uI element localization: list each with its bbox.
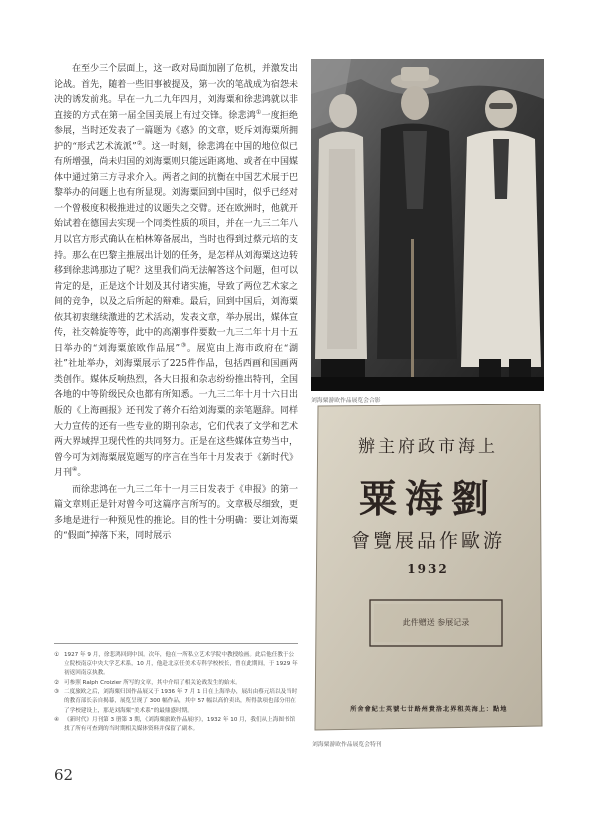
cover-title-top: 辦主府政市海上 [358, 437, 498, 457]
cover-artist-name: 粟海劉 [358, 476, 497, 521]
footnotes [54, 643, 298, 735]
footnote-number: ④ [54, 717, 60, 724]
footnote-text: 二度旅欧之后，刘海粟归国作品展又于 1936 年 7 月 1 日在上海举办，展出由蔡元培以及当时的教育部长亲自揭幕，展览呈现了 300 幅作品，其中 57 幅以高价卖出，所得款项也部分用在了学校建设上，那是刘海粟“美术系”的最鼎盛时期。 [64, 689, 298, 714]
catalogue-cover [312, 404, 544, 732]
photo-caption: 刘海粟游欧作品展览会合影 [311, 398, 381, 404]
footnote-marker: ③ [180, 341, 187, 349]
text-run: 在至少三个层面上，这一政对局面加剧了危机，并激发出论战。首先，随着一些旧事被提及，第一次的笔战成为宿怨未决的诱发前兆。早在一九二九年四月，刘海粟和徐悲鸿就以非直接的方式在第一届全国美展上有过交锋。徐悲鸿 [54, 64, 298, 121]
cover-title-bottom: 會覽展品作歐游 [350, 530, 505, 552]
body-text [54, 62, 298, 545]
footnote-marker: ① [255, 108, 262, 116]
text-run: 。 [77, 468, 87, 479]
text-run: 。这一时刻，徐悲鸿在中国的地位似已有所增强，尚未归国的刘海粟则只能远距离地、或者在中国媒体中通过第三方寻求介入。两者之间的抗衡在中国艺术展于巴黎举办的问题上也有所显现。刘海粟回到中国时，似乎已经对一个曾极度积极推进过的议题失之交臂。还在欧洲时，他就开始试着在德国去实现一个同类性质的项目，并在一九三二年八月以官方形式确认在柏林筹备展出，当时也得到过蔡元培的支持。那么在巴黎主推展出计划的任务，是怎样从刘海粟这边转移到徐悲鸿那边了呢？这里我们尚无法解答这个问题，但可以肯定的是，正是这个计划及其付诸实施，导致了两位艺术家之间的竞争，以及之后所起的辩难。最后，回到中国后，刘海粟依其初衷继续激进的艺术活动，发表文章，举办展出，媒体宣传，社交斡旋等等，此中的高潮事件要数一九三二年十月十五日举办的“刘海粟旅欧作品展” [54, 141, 298, 354]
footnote-number: ① [54, 652, 60, 658]
footnote-number: ② [54, 679, 60, 686]
footnote-number: ③ [54, 689, 60, 696]
footnote-marker: ④ [72, 466, 78, 474]
footnote-marker: ② [136, 139, 143, 147]
body-paragraph [54, 483, 298, 545]
text-run: 一度拒绝参展，当时还发表了一篇题为《惑》的文章，贬斥刘海粟所拥护的“形式艺术流派” [54, 110, 298, 152]
text-run: 而徐悲鸿在一九三二年十一月三日发表于《申报》的第一篇文章则正是针对曾今可这篇序言所写的。文章极尽细致，更多地是进行一种预见性的推论。目的性十分明确：要让刘海粟的“假面”掉落下来，同时展示 [54, 484, 298, 542]
cover-year: 1932 [407, 562, 449, 576]
cover-stamp: 此件赠送 参展记录 [402, 618, 470, 627]
body-paragraph [54, 62, 298, 482]
page-number: 62 [54, 766, 74, 784]
footnote [54, 651, 298, 678]
footnote-text: 《新时代》月刊第 3 册第 3 期，《刘海粟旅欧作品展序》，1932 年 10 月，我们从上海图书馆找了所有可查到的当时期相关媒体资料并保留了副本。 [64, 717, 296, 733]
group-photograph [311, 59, 544, 391]
footnote-text: 可参照 Ralph Croizier 所写的文章，其中介绍了相关论战发生的始末。 [64, 679, 241, 686]
footnote [54, 679, 298, 688]
footnote-text: 1927 年 9 月，徐悲鸿回到中国。次年，他在一所私立艺术学院中教授绘画。此后他任教于公立院校南京中央大学艺术系，10 月，他赴北京任美术专科学校校长，曾在此期间，于 1929 年初返回南京执教。 [64, 652, 298, 677]
cover-address: 所 舍 會 紀 士 英 號 七 廿 路 州 貴 洛 北 界 租 英 海 上 ： 點 地 [350, 706, 506, 713]
text-run: 。展览由上海市政府在“湖社”社址举办，刘海粟展示了225件作品，包括西画和国画两类创作。媒体反响热烈，各大日报和杂志纷纷推出特刊，全国各地的中等阶级民众也都有所知悉。一九三二年十月十六日出版的《上海画报》还刊发了蒋介石给刘海粟的亲笔题辞。同样大力宣传的还有一些专业的期刊杂志，它们代表了文学和艺术两大界域捍卫现代性的共同努力。正是在这些媒体宣势当中，曾今可为刘海粟展览题写的序言在当年十月发表于《新时代》月刊 [54, 343, 298, 479]
cover-caption: 刘海粟游欧作品展览会特刊 [312, 742, 382, 748]
footnote [54, 716, 298, 734]
footnote [54, 688, 298, 715]
